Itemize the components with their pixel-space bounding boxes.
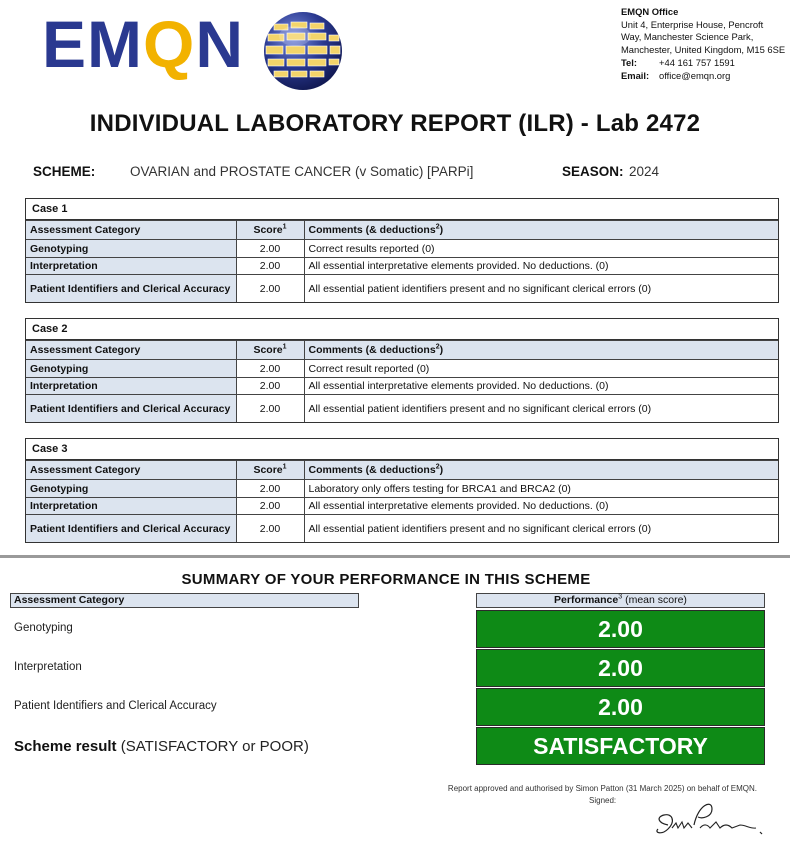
season-label: SEASON:: [562, 164, 624, 179]
season-value: 2024: [629, 164, 660, 179]
signed-label: Signed:: [589, 796, 617, 805]
table-row: [26, 378, 778, 395]
table-row: [26, 395, 778, 423]
row-score: 2.00: [236, 240, 304, 258]
signature-image: [650, 795, 770, 841]
scheme-value: OVARIAN and PROSTATE CANCER (v Somatic) [PARPi]: [130, 164, 474, 179]
case-title: Case 3: [26, 439, 778, 460]
office-address: Unit 4, Enterprise House, Pencroft Way, Manchester Science Park, Manchester, United Kingdom, M15 6SE: [621, 18, 786, 55]
scheme-result-label: Scheme result (SATISFACTORY or POOR): [14, 738, 309, 755]
row-category: Genotyping: [26, 360, 236, 378]
row-category: Patient Identifiers and Clerical Accuracy: [26, 275, 236, 303]
scheme-result-value: SATISFACTORY: [476, 727, 765, 765]
summary-score-interpretation: 2.00: [476, 649, 765, 687]
case-title: Case 2: [26, 319, 778, 340]
row-category: Interpretation: [26, 378, 236, 395]
row-score: 2.00: [236, 378, 304, 395]
col-category: Assessment Category: [26, 221, 236, 240]
email-label: Email:: [621, 69, 650, 81]
col-score: Score$^1$: [236, 221, 304, 240]
case-2-table: [26, 340, 778, 422]
table-row: [26, 275, 778, 303]
row-comment: Laboratory only offers testing for BRCA1 and BRCA2 (0): [304, 480, 778, 498]
office-title: EMQN Office: [621, 6, 679, 17]
row-comment: All essential interpretative elements provided. No deductions. (0): [304, 258, 778, 275]
office-contacts: [621, 57, 735, 82]
row-category: Genotyping: [26, 480, 236, 498]
summary-label-interpretation: Interpretation: [14, 661, 82, 673]
table-row: [26, 480, 778, 498]
case-1-box: [25, 198, 779, 303]
section-divider: [0, 555, 790, 558]
summary-score-genotyping: 2.00: [476, 610, 765, 648]
col-comments: Comments (& deductions$^2$): [304, 221, 778, 240]
row-comment: All essential patient identifiers present and no significant clerical errors (0): [304, 275, 778, 303]
summary-performance-header: Performance$^3$ (mean score): [476, 593, 765, 608]
case-3-table: [26, 460, 778, 542]
table-row: [26, 515, 778, 543]
row-score: 2.00: [236, 275, 304, 303]
row-score: 2.00: [236, 360, 304, 378]
table-row: [26, 360, 778, 378]
tel-value: +44 161 757 1591: [659, 57, 735, 68]
table-row: [26, 240, 778, 258]
col-category: Assessment Category: [26, 461, 236, 480]
summary-category-header: Assessment Category: [10, 593, 359, 608]
tel-label: Tel:: [621, 57, 637, 68]
row-category: Patient Identifiers and Clerical Accuracy: [26, 515, 236, 543]
scheme-label: SCHEME:: [33, 164, 96, 179]
summary-label-genotyping: Genotyping: [14, 622, 73, 634]
office-address-block: [621, 6, 786, 82]
report-title: INDIVIDUAL LABORATORY REPORT (ILR) - Lab 2472: [89, 110, 701, 137]
row-comment: All essential patient identifiers present and no significant clerical errors (0): [304, 395, 778, 423]
col-score: Score$^1$: [236, 461, 304, 480]
row-comment: All essential interpretative elements provided. No deductions. (0): [304, 378, 778, 395]
table-row: [26, 498, 778, 515]
row-comment: All essential interpretative elements provided. No deductions. (0): [304, 498, 778, 515]
row-category: Interpretation: [26, 498, 236, 515]
approval-statement: Report approved and authorised by Simon Patton (31 March 2025) on behalf of EMQN.: [447, 784, 757, 793]
email-link[interactable]: office@emqn.org: [659, 69, 731, 81]
col-comments: Comments (& deductions$^2$): [304, 341, 778, 360]
col-comments: Comments (& deductions$^2$): [304, 461, 778, 480]
col-score: Score$^1$: [236, 341, 304, 360]
summary-score-identifiers: 2.00: [476, 688, 765, 726]
col-category: Assessment Category: [26, 341, 236, 360]
row-score: 2.00: [236, 258, 304, 275]
summary-title: SUMMARY OF YOUR PERFORMANCE IN THIS SCHEME: [181, 571, 591, 588]
row-score: 2.00: [236, 395, 304, 423]
row-category: Genotyping: [26, 240, 236, 258]
row-category: Interpretation: [26, 258, 236, 275]
table-row: [26, 258, 778, 275]
row-score: 2.00: [236, 498, 304, 515]
case-1-table: [26, 220, 778, 302]
emqn-logo-text: EMQN: [42, 7, 245, 81]
row-category: Patient Identifiers and Clerical Accuracy: [26, 395, 236, 423]
row-comment: Correct result reported (0): [304, 360, 778, 378]
case-title: Case 1: [26, 199, 778, 220]
row-comment: All essential patient identifiers present and no significant clerical errors (0): [304, 515, 778, 543]
row-comment: Correct results reported (0): [304, 240, 778, 258]
row-score: 2.00: [236, 480, 304, 498]
case-3-box: [25, 438, 779, 543]
summary-label-identifiers: Patient Identifiers and Clerical Accuracy: [14, 700, 217, 712]
globe-logo-icon: [262, 10, 344, 92]
row-score: 2.00: [236, 515, 304, 543]
case-2-box: [25, 318, 779, 423]
